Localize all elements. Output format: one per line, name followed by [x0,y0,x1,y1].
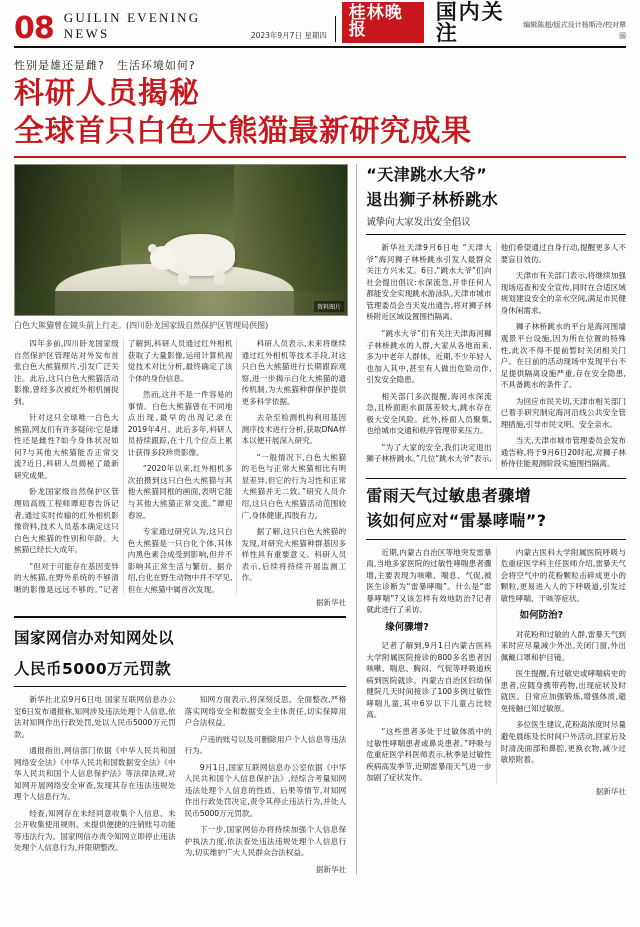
story4-headline-line2: 该如何应对“雷暴哮喘”? [366,511,547,531]
story4-subheading-2: 如何防治? [519,610,564,622]
paragraph: 当天,天津市城市管理委员会发布通告称,将于9月6日20时起,对狮子林桥待往能观测阶段实施围挡隔离。 [500,436,626,469]
paragraph: 对花粉和过敏的人群,雷暴天气到来时应尽量减少外出,关闭门窗,外出佩戴口罩和护目镜。 [500,629,626,662]
page-grid [14,164,626,875]
story3-headline-line2: 退出狮子林桥跳水 [366,189,499,209]
paragraph: 卧龙国家级自然保护区管理局高级工程师谭迎春告诉记者,通过实时传输的红外相机影像资料,技术人员基本确定这只白色大熊猫的性别和年龄。大熊猫已经长大成年。 [14,487,119,555]
paragraph: 专家通过研究认为,这只白色大熊猫是一只白化个体,其体内黑色素合成受到影响,但并不影响其正常生活与繁衍。据介绍,白化在野生动物中并不罕见,但在大熊猫中属首次发现。 [127,527,233,594]
paragraph: 据了解,这只白色大熊猫的发现,对研究大熊猫种群基因多样性具有重要意义。科研人员表示,后续将持续开展监测工作。 [241,527,347,583]
paragraph: 多位医生建议,花粉高浓度时尽量避免晨练及长时间户外活动,回家后及时清洗面部和鼻腔,更换衣物,减少过敏原附着。 [500,720,626,765]
masthead [14,0,626,48]
paragraph: 记者了解到,9月1日内蒙古医科大学附属医院接诊的800多名患者因咳嗽、喘息、胸闷、气促等呼吸道疾病到医院就诊。内蒙古自治区妇幼保健院几天时间接诊了100多例过敏性哮喘儿童,其中6岁以下儿童占比较高。 [366,641,492,720]
paragraph: “这些患者多处于过敏体质中的过敏性哮喘患者或鼻炎患者。”呼吸与危重症医学科医师表示,秋季是过敏性疾病高发季节,近期雷暴雨天气进一步加剧了症状发作。 [366,726,492,783]
paragraph: 科研人员表示,未来将继续通过红外相机等技术手段,对这只白色大熊猫进行长期跟踪观察,进一步揭示白化大熊猫的遗传机制,为大熊猫种群保护提供更多科学依据。 [241,339,347,406]
masthead-credits: 编辑陈超/版式设计杨斯泠/校对覃丽 [523,21,626,40]
lead-headline-line2: 全球首只白色大熊猫最新研究成果 [14,113,472,149]
headline-rule [14,156,626,158]
paragraph: “跳水大爷”们有关注天津海河狮子林桥跳水的人群,大家从各地而来,多为中老年人群体。近期,不少年轻人也加入其中,甚至有人做出危险动作,引发安全隐患。 [366,329,492,385]
story3-subtitle: 诚挚向大家发出安全倡议 [366,217,471,229]
paragraph: 然而,这并不是一件容易的事情。白色大熊猫曾在不同地点出现,最早的出现记录在2019年4月。此后多年,科研人员持续跟踪,在十几个位点上累计获得多段珍贵影像。 [127,390,233,457]
page-folio: 08 [14,11,54,46]
lead-headline-line1: 科研人员揭秘 [14,76,200,111]
paragraph: “但对于可能存在基因变异的大熊猫,在野外系统的不够清晰的影像是远远不够的。”记者了解到,科研人员通过红外相机获取了大量影像,运用计算机视觉技术对比分析,最终确定了该个体的身份信息。 [14,339,233,594]
story2-divider [14,616,346,618]
lead-photo-caption: 白色大熊猫曾在镜头前上行走。(四川卧龙国家级自然保护区管理局供图) [14,320,269,330]
paragraph: “2020年以来,红外相机多次拍摄到这只白色大熊猫与其他大熊猫同框的画面,表明它能与其他大熊猫正常交流。”谭迎春说。 [127,464,233,520]
masthead-logo: 桂林晚报 [342,2,424,43]
story3-headline-line1: “天津跳水大爷” [366,164,488,184]
paragraph: 针对这只全球唯一白色大熊猫,网友们有许多疑问:它是雄性还是雌性?如今身体状况如何?与其他大熊猫能否正常交流?近日,科研人员揭秘了最新研究成果。 [14,413,119,480]
left-column [14,164,346,875]
story2-body [14,694,346,861]
right-column [356,164,626,875]
story4-body [366,547,626,784]
lead-kicker: 性别是雄还是雌? 生活环境如何? [14,59,196,72]
paragraph: “一般情况下,白色大熊猫的毛色与正常大熊猫相比有明显差异,但它的行为习性和正常大熊猫并无二致。”研究人员介绍,这只白色大熊猫活动范围较广,身体健康,四肢有力。 [241,452,347,520]
paragraph: 知网方面表示,将深刻反思、全面整改,严格落实网络安全和数据安全主体责任,切实保障用户合法权益。 [184,695,347,728]
masthead-english-name: GUILIN EVENING NEWS [63,10,201,41]
story2-headline-line2: 人民币5000万元罚款 [14,660,172,679]
photo-credit-tag: 资料图片 [314,301,344,312]
story2-source: 据新华社 [315,864,347,874]
story4-source: 据新华社 [595,786,626,796]
lead-photo [14,164,348,316]
paragraph: 医生提醒,有过敏史或哮喘病史的患者,应随身携带药物,出现症状及时就医。日常应加强锻炼,增强体质,避免接触已知过敏原。 [500,669,626,713]
story2-headline-line1: 国家网信办对知网处以 [14,629,175,648]
lead-story-body [14,338,346,595]
paragraph: 为回应市民关切,天津市相关部门已着手研究制定海河沿线公共安全管理措施,引导市民文明、安全亲水。 [500,396,626,429]
story2-rule [14,686,346,687]
white-panda-leg-rear [214,271,225,285]
story3-body [366,242,626,470]
masthead-date: 2023年9月7日 星期四 [250,31,327,40]
paragraph: “为了大家的安全,我们决定退出狮子林桥跳水。”几位“跳水大爷”表示,他们希望通过自身行动,提醒更多人不要盲目效仿。 [366,243,626,464]
paragraph: 下一步,国家网信办将持续加强个人信息保护执法力度,依法查处违法违规处理个人信息行为,切实维护广大人民群众合法权益。 [184,825,347,858]
paragraph: 相关部门多次提醒,海河水深流急,且桥面距水面落差较大,跳水存在极大安全风险。此外,桥面人员聚集,也给城市交通和秩序管理带来压力。 [366,391,492,436]
masthead-divider [335,16,336,42]
paragraph: 新华社天津9月6日电 “天津大爷”海河狮子林桥跳水引发人最群众关注方兴未艾。6日,“跳水大爷”们向社会提出倡议:水深流急,开非任何人都能安全实现跳水游泳队,天津市城市管理委员会当天发出通告,将对狮子林桥附近区域设置围挡隔离。 [366,243,492,322]
paragraph: 经查,知网存在未经同意收集个人信息、未公开收集使用规则、未提供便捷的注销账号功能等违法行为。国家网信办责令知网立即停止违法处理个人信息行为,并限期整改。 [14,808,176,853]
story4-subheading-1: 缘何骤增? [385,621,429,633]
paragraph: 内蒙古医科大学附属医院呼吸与危重症医学科主任医师介绍,雷暴天气会将空气中的花粉颗粒击碎成更小的颗粒,更易进入人的下呼吸道,引发过敏性哮喘、干咳等症状。 [500,547,626,603]
white-panda-leg-front [178,271,189,285]
story4-lead: 近期,内蒙古自治区等地突发雷暴雨,当地多家医院的过敏性哮喘患者骤增,主要表现为咳嗽、喘息、气促,被医生诊断为“雷暴哮喘”。什么是“雷暴哮喘”?又该怎样有效地防治?记者就此进行了采访。 [366,547,492,615]
paragraph: 新华社北京9月6日电 国家互联网信息办公室6日发布通报称,知网涉及违法处理个人信息,依法对知网作出行政处罚,处以人民币5000万元罚款。 [14,695,176,739]
lead-story-source: 据新华社 [315,598,347,608]
paragraph: 天津市有关部门表示,将继续加强现场巡查和安全宣传,同时在合适区域规划建设安全的亲水空间,满足市民健身休闲需求。 [500,271,626,315]
paragraph: 狮子林桥跳水的平台是海河围墙观景平台设施,因为所在位置的特殊性,此次不得不提前暂时关闭相关门户。在日前的活动现场中发现平台不足提供隔离设施严重,存在安全隐患,不具备跳水的条件了。 [500,322,626,390]
section-title: 国内关注 [435,0,505,45]
paragraph: 户违的账号以及可删除用户个人信息等违法行为。 [184,734,347,756]
paragraph: 通报指出,网信部门依据《中华人民共和国网络安全法》《中华人民共和国数据安全法》《中华人民共和国个人信息保护法》等法律法规,对知网开展网络安全审查,发现其存在违法违规处理个人信息行为。 [14,746,176,802]
story4-headline-line1: 雷雨天气过敏患者骤增 [366,485,532,505]
photo-vegetation [15,291,347,315]
paragraph: 9月1日,国家互联网信息办公室依据《中华人民共和国个人信息保护法》,经综合考量知网违法处理个人信息的性质、后果等情节,对知网作出行政处罚决定,责令其停止违法行为,并处人民币5000万元罚款。 [184,762,347,818]
white-panda-ear [148,244,157,253]
paragraph: 去杂至检测机构利用基因测序技术进行分析,获取DNA样本以便开展深入研究。 [241,413,347,446]
story3-rule [366,234,626,235]
paragraph: 四年多前,四川卧龙国家级自然保护区管理站对外发布首张白色大熊猫照片,引发广泛关注。此后,这只白色大熊猫活动影像,曾经多次被红外相机捕捉到。 [14,339,119,406]
story4-rule [366,539,626,540]
story4-divider [366,478,626,479]
